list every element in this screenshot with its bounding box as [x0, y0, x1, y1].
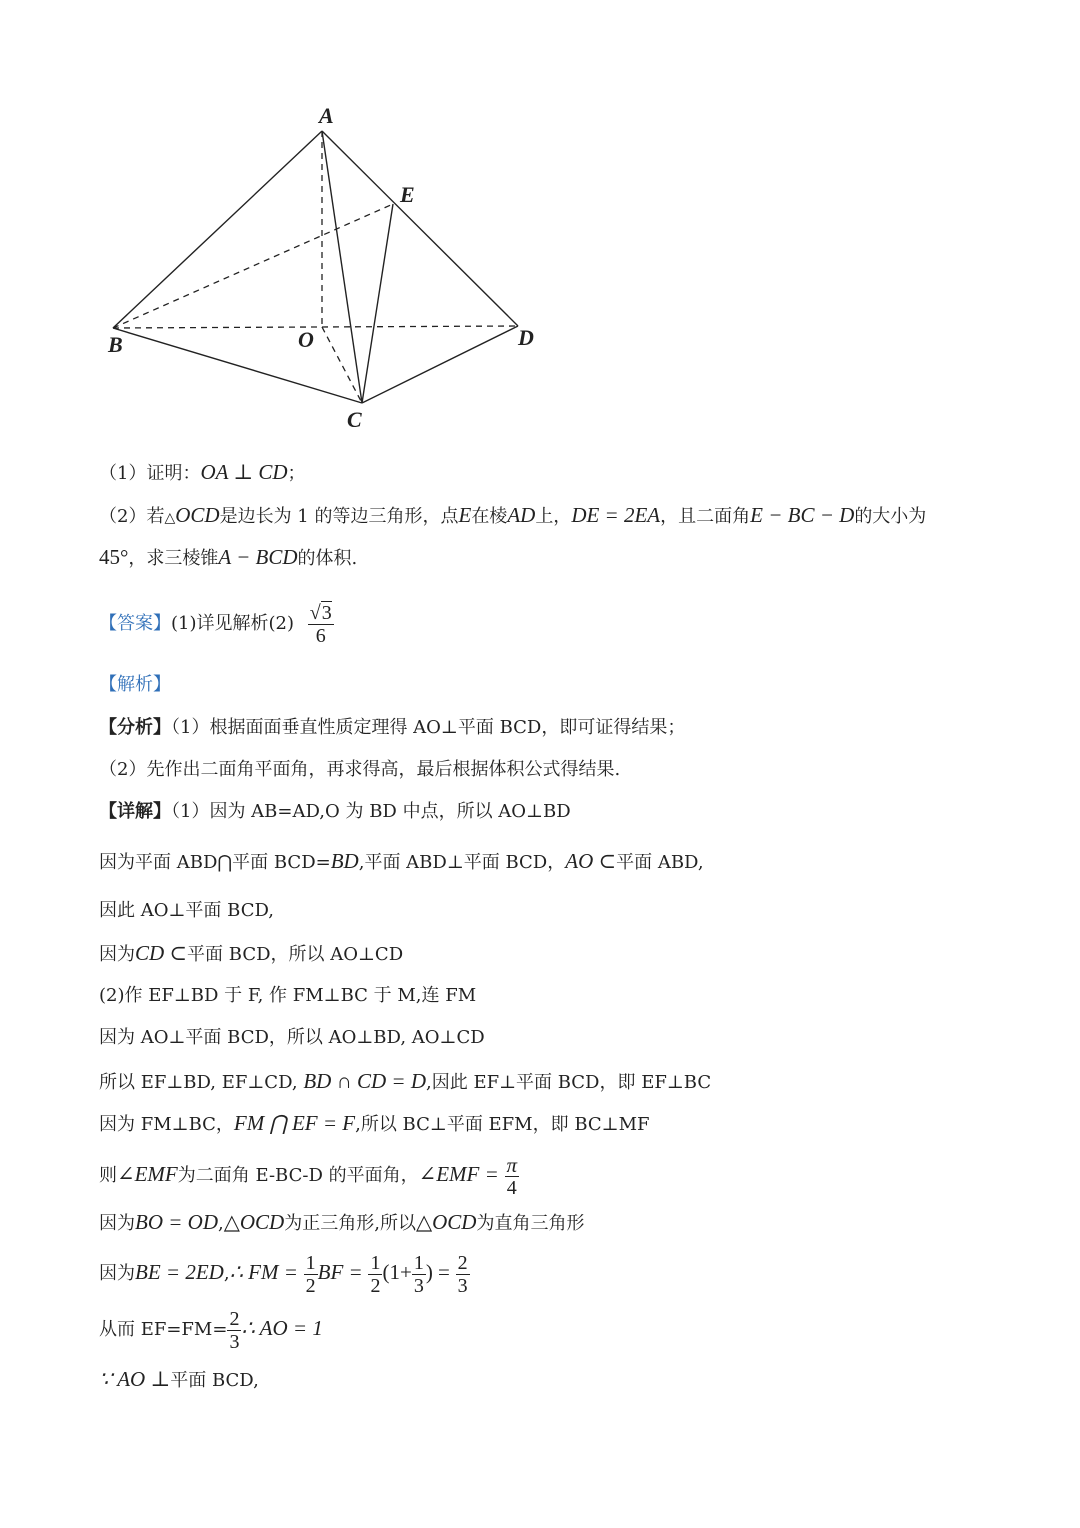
q1-math: OA ⊥ CD [200, 460, 288, 484]
edge-CD [362, 326, 518, 403]
detail-11f4d: 3 [457, 1274, 468, 1297]
analysis-label: 【分析】 [99, 717, 171, 738]
detail-2a: 因为平面 ABD⋂平面 BCD= [99, 852, 331, 873]
detail-10m: BO = OD [135, 1210, 218, 1234]
q2-triangle-symbol: △ [164, 511, 176, 526]
q2-point-e: E [458, 503, 472, 527]
detail-11e: (1+ [382, 1260, 412, 1284]
detail-8m: FM ⋂ EF = F [233, 1111, 356, 1135]
detail-12m: ∴ AO = 1 [241, 1316, 323, 1340]
answer-text: (1)详见解析(2) [171, 613, 294, 634]
fraction-1-2-b [368, 1252, 382, 1297]
q2-prefix: （2）若 [99, 506, 165, 527]
edge-BC [113, 328, 362, 403]
detail-10b: , [218, 1213, 224, 1234]
detail-11g: ) = [425, 1260, 450, 1284]
detail-11f3d: 3 [413, 1274, 424, 1297]
q2-equation: DE = 2EA [571, 503, 661, 527]
detail-11f4n: 2 [457, 1251, 468, 1274]
detail-9m: ∠EMF [117, 1162, 178, 1186]
detail-7b: ,因此 EF⊥平面 BCD，即 EF⊥BC [426, 1072, 712, 1093]
q2-angle: 45° [99, 545, 129, 569]
detail-10a: 因为 [99, 1213, 135, 1234]
detail-line-9 [99, 1148, 519, 1202]
detail-label: 【详解】 [99, 801, 171, 822]
detail-9den: 4 [505, 1176, 520, 1199]
detail-11d: BF = [317, 1260, 363, 1284]
fraction-1-3 [412, 1252, 426, 1297]
detail-10m3: △OCD [415, 1210, 477, 1234]
pi-over-4-fraction [505, 1154, 520, 1199]
detail-4a: 因为 [99, 944, 135, 965]
q2-ocd: OCD [175, 503, 220, 527]
q2-text1: 是边长为 1 的等边三角形，点 [219, 506, 459, 527]
edge-BD-dashed [113, 326, 518, 328]
detail-13m: ∵ AO ⊥ [99, 1367, 171, 1391]
detail-11m: BE = 2ED [135, 1260, 224, 1284]
fraction-1-2-a [304, 1252, 318, 1297]
edge-AB [113, 131, 322, 328]
detail-9b: 为二面角 E-BC-D 的平面角， [177, 1165, 419, 1186]
detail-11f1d: 2 [305, 1274, 316, 1297]
detail-11f1n: 1 [305, 1251, 316, 1274]
answer-line [99, 596, 334, 652]
detail-line-12 [99, 1302, 323, 1356]
detail-11f3n: 1 [413, 1251, 424, 1274]
edge-AC [322, 131, 362, 403]
q2-text7: 的体积. [297, 548, 358, 569]
detail-line-8 [99, 1111, 650, 1137]
detail-2m2: AO ⊂ [565, 849, 617, 873]
detail-2m: BD [330, 849, 359, 873]
analysis-line-2: （2）先作出二面角平面角，再求得高，最后根据体积公式得结果. [99, 759, 621, 780]
q2-text2: 在棱 [471, 506, 508, 527]
detail-8b: ,所以 BC⊥平面 EFM，即 BC⊥MF [355, 1114, 650, 1135]
fraction-2-3-b [227, 1308, 241, 1353]
detail-10d: 为直角三角形 [476, 1213, 585, 1234]
q2-ad: AD [507, 503, 536, 527]
detail-10c: 为正三角形,所以 [284, 1213, 416, 1234]
detail-line-3: 因此 AO⊥平面 BCD, [99, 900, 274, 921]
edge-EC [362, 204, 393, 403]
detail-text-1: （1）因为 AB=AD,O 为 BD 中点，所以 AO⊥BD [171, 801, 571, 822]
q2-pyramid: A − BCD [218, 545, 298, 569]
detail-9m2: ∠EMF = [418, 1162, 499, 1186]
answer-fraction [308, 602, 334, 647]
sqrt-symbol: √3 [309, 601, 332, 624]
label-D: D [518, 325, 534, 350]
label-A: A [319, 103, 334, 128]
detail-7m: BD ∩ CD = D [303, 1069, 426, 1093]
edge-BE-dashed [113, 204, 393, 328]
detail-12n: 2 [229, 1307, 240, 1330]
tetrahedron-figure [0, 0, 600, 440]
detail-line-13 [99, 1367, 259, 1393]
detail-7a: 所以 EF⊥BD, EF⊥CD, [99, 1072, 298, 1093]
analysis-line-1 [99, 716, 685, 740]
detail-line-11 [99, 1246, 470, 1300]
detail-2c: 平面 ABD, [616, 852, 704, 873]
edge-AD [322, 131, 518, 326]
detail-4m: CD ⊂ [135, 941, 188, 965]
detail-11f2d: 2 [370, 1274, 381, 1297]
detail-line-5: (2)作 EF⊥BD 于 F, 作 FM⊥BC 于 M,连 FM [99, 985, 477, 1006]
detail-11b: , [223, 1263, 230, 1284]
label-O: O [298, 327, 314, 352]
detail-12d: 3 [229, 1330, 240, 1353]
detail-13b: 平面 BCD, [170, 1370, 259, 1391]
detail-8a: 因为 FM⊥BC， [99, 1114, 234, 1135]
detail-line-6: 因为 AO⊥平面 BCD，所以 AO⊥BD, AO⊥CD [99, 1027, 485, 1048]
detail-11f2n: 1 [370, 1251, 381, 1274]
answer-label: 【答案】 [99, 613, 171, 634]
answer-frac-den: 6 [308, 624, 334, 647]
detail-line-1 [99, 800, 571, 824]
detail-10m2: △OCD [223, 1210, 285, 1234]
detail-line-2 [99, 849, 704, 875]
detail-9a: 则 [99, 1165, 117, 1186]
detail-line-4 [99, 941, 403, 967]
q1-suffix: ； [287, 463, 306, 484]
q2-text6: ，求三棱锥 [128, 548, 219, 569]
question-1 [99, 460, 306, 486]
detail-12a: 从而 EF=FM= [99, 1319, 228, 1340]
label-C: C [347, 407, 362, 432]
detail-line-10 [99, 1210, 584, 1236]
analysis-heading: 【解析】 [99, 674, 171, 695]
question-2-line2 [99, 545, 357, 571]
question-2-line1 [99, 503, 926, 531]
detail-2b: ,平面 ABD⊥平面 BCD， [358, 852, 566, 873]
detail-4b: 平面 BCD，所以 AO⊥CD [187, 944, 404, 965]
fraction-2-3 [456, 1252, 470, 1297]
analysis-text-1: （1）根据面面垂直性质定理得 AO⊥平面 BCD，即可证得结果； [171, 717, 686, 738]
q1-prefix: （1）证明： [99, 463, 201, 484]
detail-11c: ∴ FM = [229, 1260, 298, 1284]
detail-line-7 [99, 1069, 711, 1095]
label-E: E [400, 182, 415, 207]
answer-frac-num: 3 [321, 601, 332, 624]
label-B: B [108, 332, 123, 357]
detail-9num: π [506, 1152, 518, 1177]
detail-11a: 因为 [99, 1263, 135, 1284]
q2-text5: 的大小为 [854, 506, 927, 527]
q2-text4: ，且二面角 [660, 506, 751, 527]
q2-text3: 上， [535, 506, 572, 527]
q2-dihedral: E − BC − D [750, 503, 855, 527]
